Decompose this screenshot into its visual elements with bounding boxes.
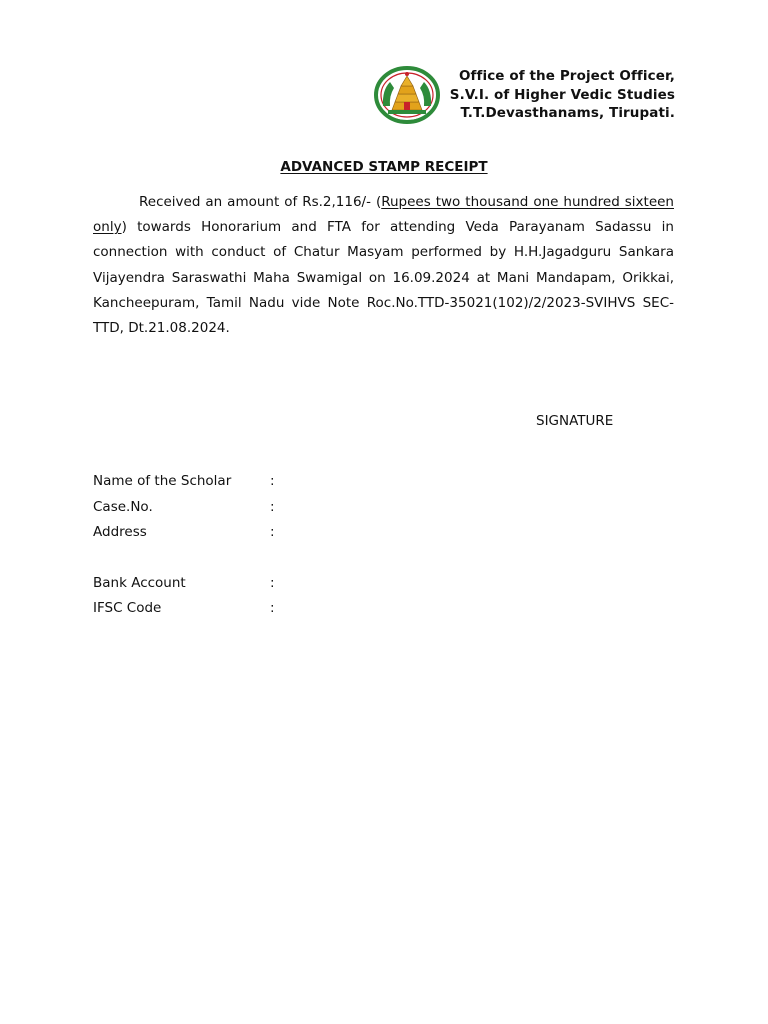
field-colon: : (270, 600, 275, 616)
signature-label: SIGNATURE (536, 413, 614, 429)
office-address-block (450, 67, 675, 123)
office-line-2: S.V.I. of Higher Vedic Studies (449, 86, 675, 103)
ttd-emblem-logo (374, 66, 440, 128)
field-label: Name of the Scholar (93, 473, 232, 489)
amount-in-words: Rupees two thousand one hundred sixteen only (93, 194, 674, 236)
receipt-title (0, 159, 768, 175)
field-colon: : (270, 524, 275, 540)
field-colon: : (270, 473, 275, 489)
field-label: Address (93, 524, 147, 540)
office-line-1: Office of the Project Officer, (458, 68, 675, 84)
temple-emblem-icon (374, 66, 440, 128)
receipt-title-text: ADVANCED STAMP RECEIPT (280, 159, 488, 175)
field-colon: : (270, 574, 275, 591)
body-text-part-1: Received an amount of Rs.2,116/- ( (139, 194, 382, 210)
field-label: Case.No. (93, 498, 153, 515)
field-colon: : (270, 498, 275, 515)
field-label: IFSC Code (93, 600, 162, 616)
field-label: Bank Account (93, 574, 186, 591)
receipt-body-paragraph (93, 190, 674, 341)
body-text-part-2: ) towards Honorarium and FTA for attending Veda Parayanam Sadassu in connection with conduct of Chatur Masyam performed by H.H.Jagadguru Sankara Vijayendra Saraswathi Maha Swamigal on 16.09.2024 at Mani Mandapam, Orikkai, Kancheepuram, Tamil Nadu vide Note Roc.No.TTD-35021(102)/2/2023-SVIHVS SEC-TTD, Dt.21.08.2024. (93, 219, 674, 337)
office-line-3: T.T.Devasthanams, Tirupati. (460, 105, 675, 121)
